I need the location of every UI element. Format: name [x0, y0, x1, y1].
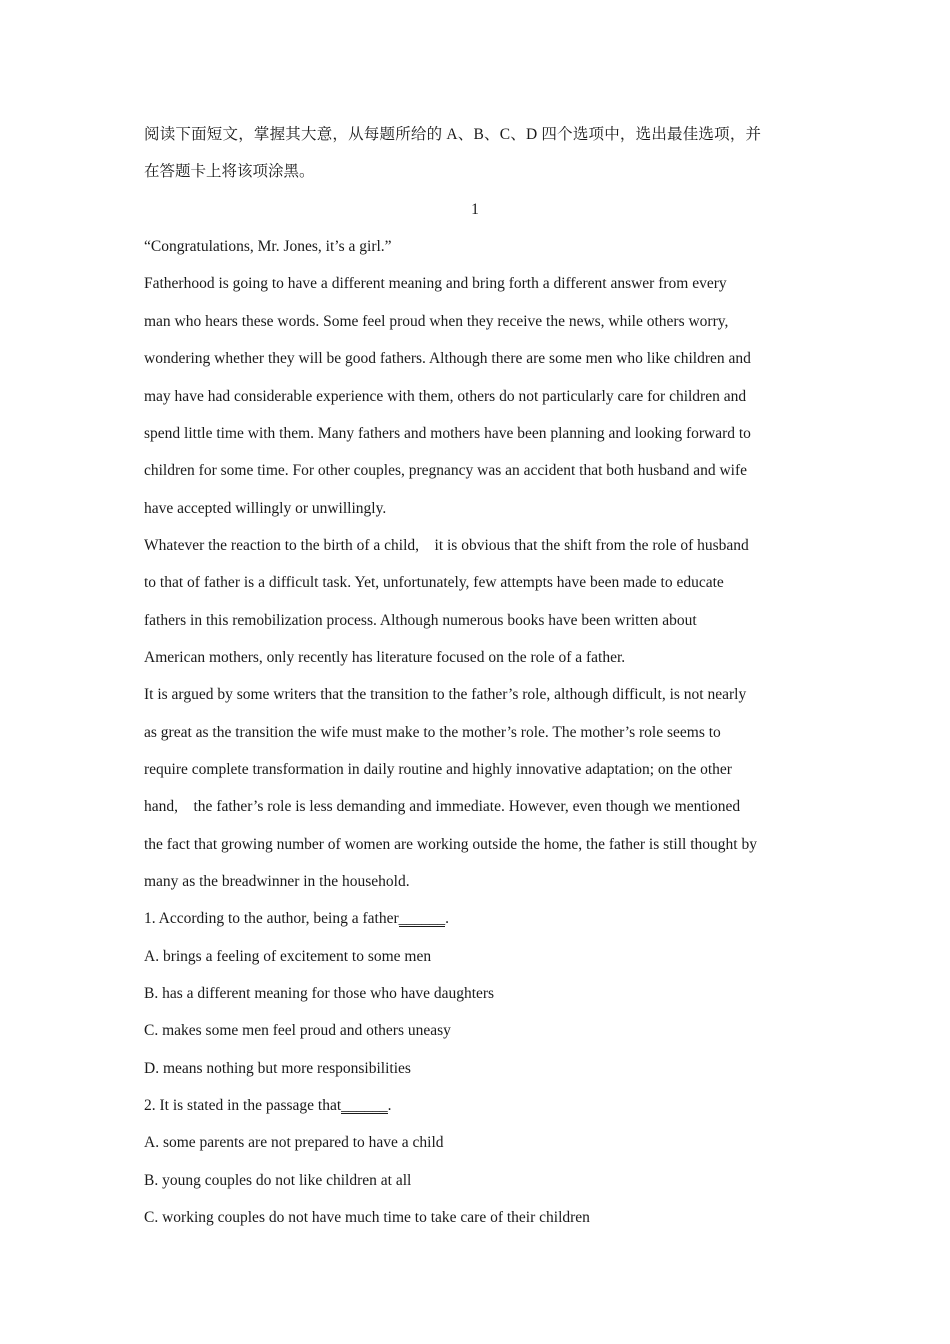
question-1-option-d: D. means nothing but more responsibilities	[144, 1060, 411, 1077]
question-2-stem: 2. It is stated in the passage that	[144, 1097, 342, 1114]
instructions-line-1: 阅读下面短文，掌握其大意，从每题所给的 A、B、C、D 四个选项中，选出最佳选项，并	[144, 126, 762, 143]
question-2-end: .	[387, 1097, 392, 1114]
question-1-option-c: C. makes some men feel proud and others uneasy	[144, 1022, 451, 1039]
passage-line: require complete transformation in daily routine and highly innovative adaptation; on the other	[144, 761, 732, 778]
passage-line: man who hears these words. Some feel proud when they receive the news, while others worry,	[144, 313, 729, 330]
passage-line: spend little time with them. Many fathers and mothers have been planning and looking forward to	[144, 425, 751, 442]
question-1-option-b: B. has a different meaning for those who have daughters	[144, 985, 495, 1002]
passage-line: Fatherhood is going to have a different meaning and bring forth a different answer from every	[144, 275, 727, 292]
question-2-option-b: B. young couples do not like children at all	[144, 1172, 412, 1189]
passage-line: children for some time. For other couples, pregnancy was an accident that both husband and wife	[144, 462, 748, 479]
question-1	[144, 909, 812, 929]
instructions-line-2: 在答题卡上将该项涂黑。	[144, 163, 315, 180]
question-2	[144, 1096, 812, 1116]
passage-line: Whatever the reaction to the birth of a child, it is obvious that the shift from the role of husband	[144, 537, 749, 554]
passage-line: may have had considerable experience with them, others do not particularly care for children and	[144, 388, 747, 405]
question-1-option-a: A. brings a feeling of excitement to some men	[144, 948, 432, 965]
passage-line: hand, the father’s role is less demanding and immediate. However, even though we mentioned	[144, 798, 741, 815]
passage-line: fathers in this remobilization process. Although numerous books have been written about	[144, 612, 697, 629]
question-2-option-a: A. some parents are not prepared to have a child	[144, 1134, 444, 1151]
passage-line: have accepted willingly or unwillingly.	[144, 500, 387, 517]
question-1-end: .	[445, 910, 449, 927]
question-2-blank: ______	[341, 1097, 388, 1114]
passage-line: wondering whether they will be good fathers. Although there are some men who like children and	[144, 350, 751, 367]
passage-line: It is argued by some writers that the transition to the father’s role, although difficult, is not nearly	[144, 686, 747, 703]
question-1-stem: 1. According to the author, being a father	[144, 910, 399, 927]
passage-line: as great as the transition the wife must make to the mother’s role. The mother’s role seems to	[144, 724, 721, 741]
passage-line: the fact that growing number of women are working outside the home, the father is still thought by	[144, 836, 757, 853]
passage-number: 1	[471, 201, 479, 218]
passage-line: to that of father is a difficult task. Yet, unfortunately, few attempts have been made to educate	[144, 574, 724, 591]
question-1-blank: ______	[398, 910, 446, 927]
passage-line: many as the breadwinner in the household.	[144, 873, 410, 890]
passage-quote: “Congratulations, Mr. Jones, it’s a girl.”	[144, 238, 392, 255]
question-2-option-c: C. working couples do not have much time to take care of their children	[144, 1209, 590, 1226]
passage-line: American mothers, only recently has literature focused on the role of a father.	[144, 649, 626, 666]
